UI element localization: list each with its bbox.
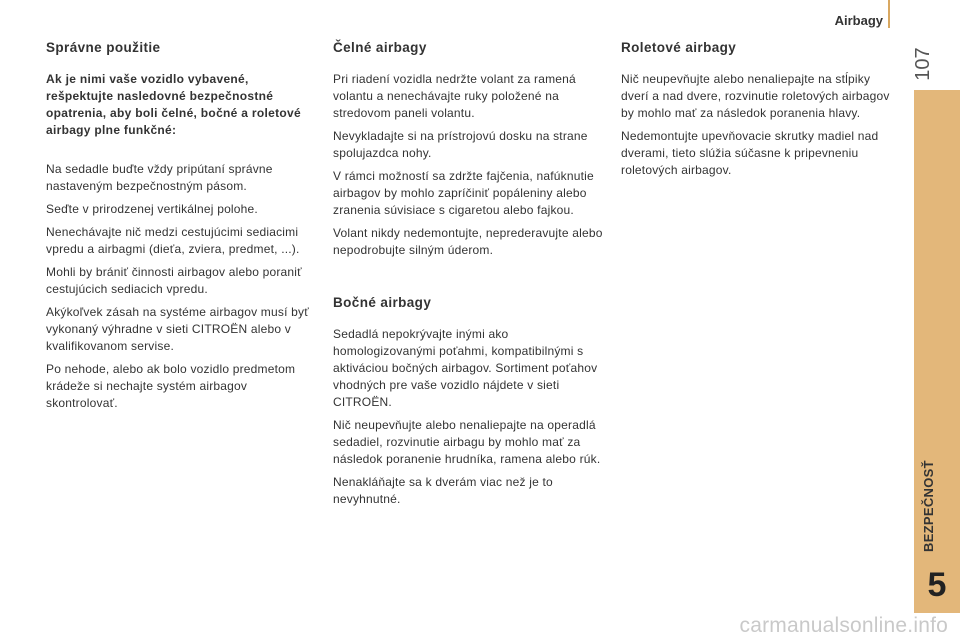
chapter-number: 5 bbox=[927, 566, 947, 604]
paragraph: Na sedadle buďte vždy pripútaní správne nastaveným bezpečnostným pásom. bbox=[46, 162, 273, 193]
column-2 bbox=[333, 40, 603, 514]
paragraph: V rámci možností sa zdržte fajčenia, nafúknutie airbagov by mohlo zapríčiniť popáleniny alebo zranenia súvisiace s cigaretou alebo fajkou. bbox=[333, 169, 594, 217]
paragraph: Sedadlá nepokrývajte inými ako homologizovanými poťahmi, kompatibilnými s aktiváciou bočných airbagov. Sortiment poťahov vhodných pre vaše vozidlo nájdete v sieti CITROËN. bbox=[333, 327, 598, 409]
paragraph: Akýkoľvek zásah na systéme airbagov musí byť vykonaný výhradne v sieti CITROËN alebo v kvalifikovanom servise. bbox=[46, 305, 309, 353]
section-heading-side-airbags: Bočné airbagy bbox=[333, 295, 432, 310]
paragraph: Nenechávajte nič medzi cestujúcimi sediacimi vpredu a airbagmi (dieťa, zviera, predmet, ...). bbox=[46, 225, 300, 256]
page-number: 107 bbox=[912, 47, 934, 81]
paragraph: Seďte v prirodzenej vertikálnej polohe. bbox=[46, 202, 258, 216]
header-divider bbox=[888, 0, 890, 28]
section-intro: Ak je nimi vaše vozidlo vybavené, rešpektujte nasledovné bezpečnostné opatrenia, aby boli čelné, bočné a roletové airbagy plne funkčné: bbox=[46, 72, 301, 137]
paragraph: Po nehode, alebo ak bolo vozidlo predmetom krádeže si nechajte systém airbagov skontrolovať. bbox=[46, 362, 296, 410]
paragraph: Volant nikdy nedemontujte, neprederavujte alebo nepodrobujte silným úderom. bbox=[333, 226, 603, 257]
chapter-label: BEZPEČNOSŤ bbox=[921, 460, 936, 552]
paragraph: Nedemontujte upevňovacie skrutky madiel nad dverami, tieto slúžia súčasne k pripevneniu roletových airbagov. bbox=[621, 129, 879, 177]
paragraph: Nevykladajte si na prístrojovú dosku na strane spolujazdca nohy. bbox=[333, 129, 588, 160]
section-heading-curtain-airbags: Roletové airbagy bbox=[621, 40, 737, 55]
watermark: carmanualsonline.info bbox=[739, 614, 948, 637]
paragraph: Nenakláňajte sa k dverám viac než je to nevyhnutné. bbox=[333, 475, 553, 506]
paragraph: Nič neupevňujte alebo nenaliepajte na stĺpiky dverí a nad dvere, rozvinutie roletových airbagov by mohlo mať za následok poranenia hlavy. bbox=[621, 72, 890, 120]
paragraph: Mohli by brániť činnosti airbagov alebo poraniť cestujúcich sediacich vpredu. bbox=[46, 265, 302, 296]
section-heading-proper-use: Správne použitie bbox=[46, 40, 161, 55]
page-header-title: Airbagy bbox=[834, 13, 883, 28]
paragraph: Pri riadení vozidla nedržte volant za ramená volantu a nenechávajte ruky položené na stredovom paneli volantu. bbox=[333, 72, 576, 120]
section-heading-front-airbags: Čelné airbagy bbox=[333, 40, 427, 55]
paragraph: Nič neupevňujte alebo nenaliepajte na operadlá sedadiel, rozvinutie airbagu by mohlo mať za následok poranenie hrudníka, ramena alebo rúk. bbox=[333, 418, 601, 466]
chapter-number-box bbox=[914, 558, 960, 613]
column-1 bbox=[46, 40, 314, 418]
column-3 bbox=[621, 40, 891, 185]
